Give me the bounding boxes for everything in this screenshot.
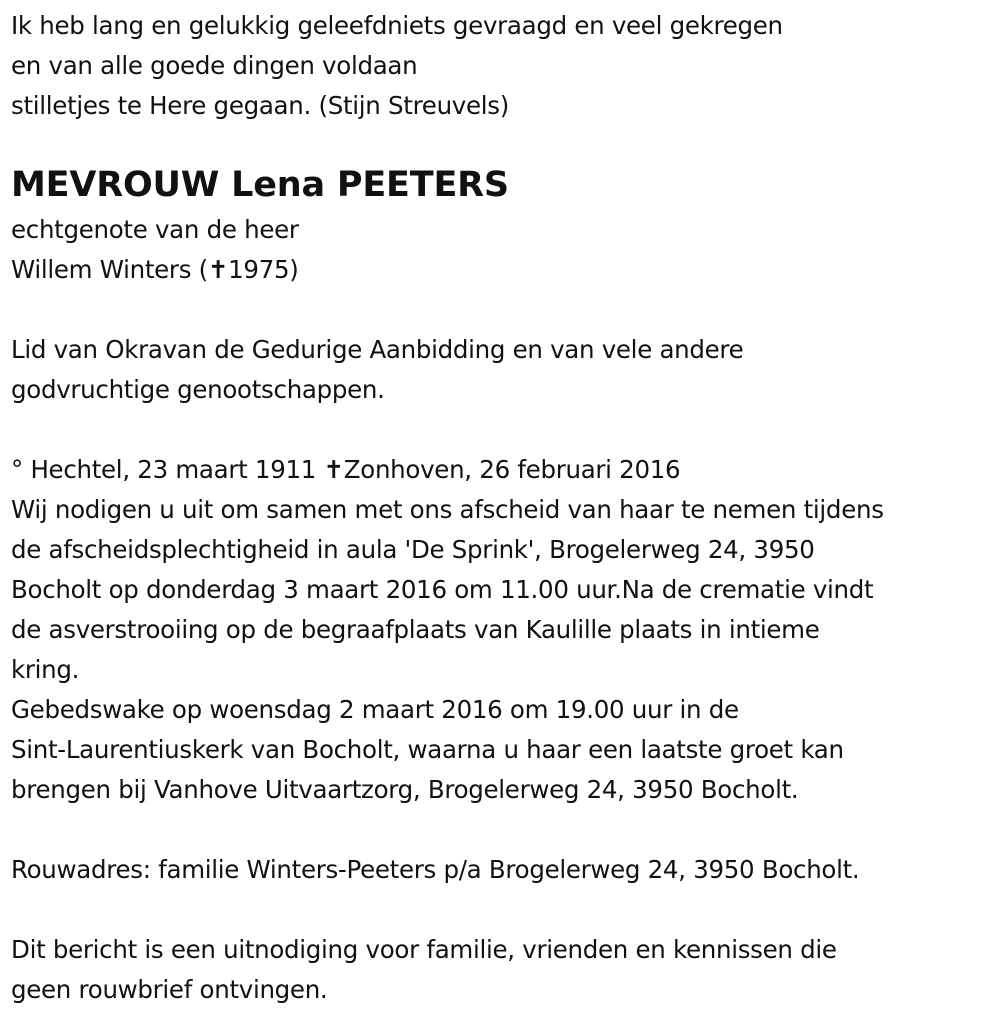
spouse-block: [11, 210, 996, 290]
membership-block: [11, 330, 996, 410]
spacer: [11, 410, 996, 450]
spouse-line: echtgenote van de heer: [11, 215, 299, 244]
details-block: [11, 450, 996, 810]
details-line: Sint-Laurentiuskerk van Bocholt, waarna u haar een laatste groet kan: [11, 735, 844, 764]
membership-line: Lid van Okravan de Gedurige Aanbidding en van vele andere: [11, 335, 744, 364]
membership-line: godvruchtige genootschappen.: [11, 375, 385, 404]
details-line: kring.: [11, 655, 80, 684]
address-block: [11, 850, 996, 890]
spouse-line: Willem Winters (✝1975): [11, 255, 299, 284]
address-line: Rouwadres: familie Winters-Peeters p/a Brogelerweg 24, 3950 Bocholt.: [11, 855, 860, 884]
obituary-notice: [11, 6, 996, 1010]
spacer: [11, 890, 996, 930]
details-line: Gebedswake op woensdag 2 maart 2016 om 19.00 uur in de: [11, 695, 739, 724]
quote-block: [11, 6, 996, 126]
details-line: Bocholt op donderdag 3 maart 2016 om 11.00 uur.Na de crematie vindt: [11, 575, 874, 604]
spacer: [11, 290, 996, 330]
notice-line: Dit bericht is een uitnodiging voor familie, vrienden en kennissen die: [11, 935, 837, 964]
quote-line: stilletjes te Here gegaan. (Stijn Streuvels): [11, 91, 510, 120]
details-line: de afscheidsplechtigheid in aula 'De Sprink', Brogelerweg 24, 3950: [11, 535, 815, 564]
quote-line: en van alle goede dingen voldaan: [11, 51, 418, 80]
spacer: [11, 810, 996, 850]
quote-line: Ik heb lang en gelukkig geleefdniets gevraagd en veel gekregen: [11, 11, 783, 40]
details-line: Wij nodigen u uit om samen met ons afscheid van haar te nemen tijdens: [11, 495, 884, 524]
birth-death-line: ° Hechtel, 23 maart 1911 ✝Zonhoven, 26 februari 2016: [11, 455, 681, 484]
notice-block: [11, 930, 996, 1010]
details-line: brengen bij Vanhove Uitvaartzorg, Brogelerweg 24, 3950 Bocholt.: [11, 775, 799, 804]
details-line: de asverstrooiing op de begraafplaats van Kaulille plaats in intieme: [11, 615, 820, 644]
deceased-name: MEVROUW Lena PEETERS: [11, 165, 509, 205]
notice-line: geen rouwbrief ontvingen.: [11, 975, 328, 1004]
